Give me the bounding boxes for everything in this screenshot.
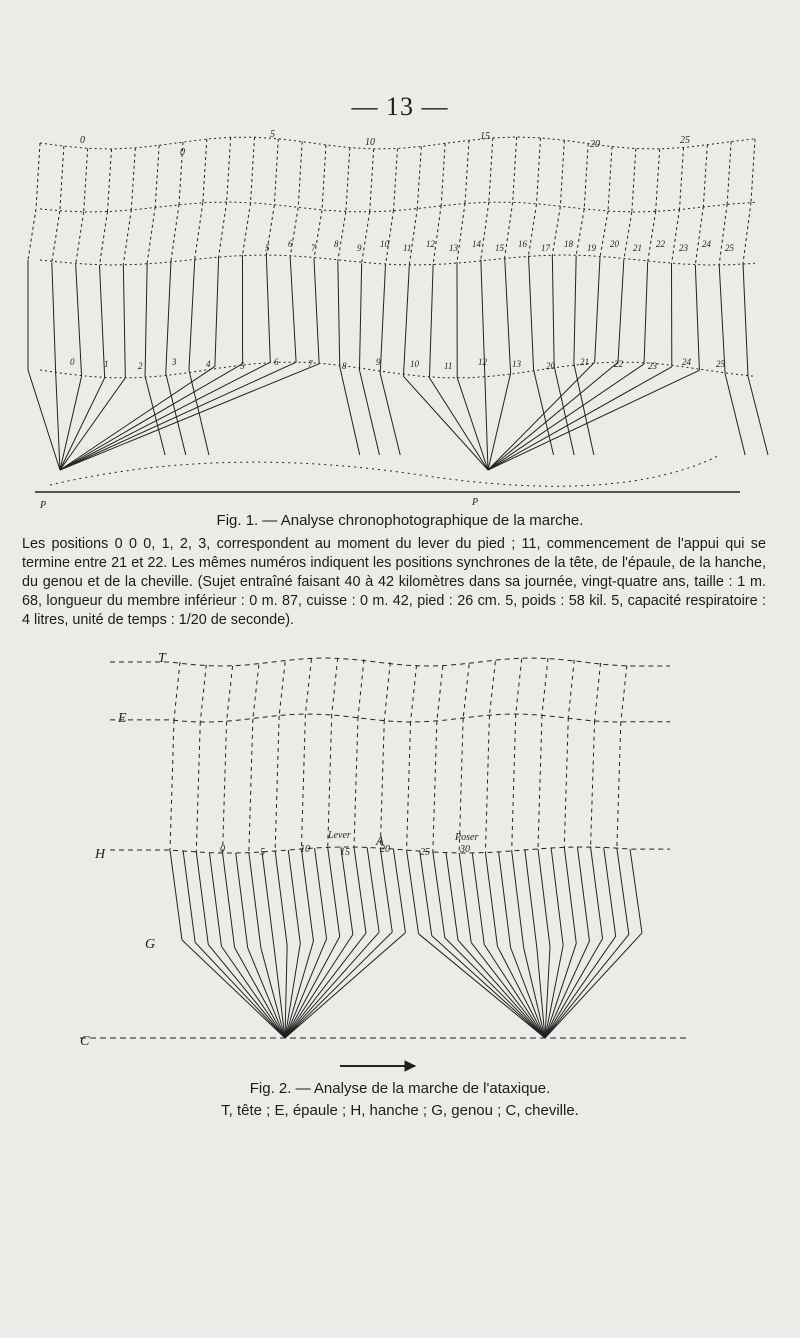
neck-line [370,149,374,212]
shank-line [485,376,488,470]
thigh-line [420,851,432,936]
head-trajectory [40,137,755,149]
trunk-line [648,211,656,262]
thigh-line [433,852,445,938]
shank-line [545,936,616,1038]
hip-position-label: 25 [725,243,734,253]
thigh-line [196,852,208,945]
shank-line [457,378,488,470]
hip-position-label: 11 [403,243,412,253]
shank-line [60,366,215,470]
thigh-line [338,261,340,367]
neck-line [274,139,278,205]
trunk-line [386,210,394,264]
thigh-line [630,849,642,933]
head-position-label: 10 [365,137,375,148]
thigh-line [644,262,648,364]
neck-line [465,140,469,203]
knee-position-label: 10 [410,359,419,369]
hip-position-label: 10 [300,844,310,855]
thigh-line [574,256,576,364]
thigh-line [354,847,366,933]
shank-line [60,362,296,470]
trunk-line [538,715,542,849]
page-number: — 13 — [351,92,449,121]
knee-position-label: 9 [376,357,381,367]
shank-line [488,373,511,470]
thigh-line [564,847,576,943]
trunk-line [433,721,437,852]
hip-position-label: 15 [340,847,350,858]
trunk-line [354,717,358,847]
neck-line [36,143,40,209]
neck-line [680,148,684,210]
shank-line [554,366,574,455]
neck-line [595,663,601,721]
trunk-line [328,715,332,848]
trunk-line [171,204,179,260]
thigh-line [266,255,270,362]
neck-line [542,658,548,715]
trunk-line [485,715,489,852]
neck-line [489,661,495,715]
shank-line [488,362,595,470]
thigh-line [380,265,385,374]
trunk-line [196,722,200,852]
shank-line [285,933,405,1038]
neck-line [305,659,311,714]
thigh-line [249,853,261,948]
knee-position-label: 22 [614,359,623,369]
figure-2-legend: T, tête ; E, épaule ; H, hanche ; G, genou ; C, cheville. [221,1102,579,1119]
shank-line [445,938,545,1038]
trunk-line [624,212,632,260]
shank-line [545,941,589,1038]
thigh-line [577,847,589,941]
knee-position-label: 21 [580,357,589,367]
thigh-line [618,260,624,363]
thigh-line [525,850,537,948]
shank-line [60,378,105,470]
thigh-line [538,849,550,947]
hip-position-label: 6 [288,239,293,249]
thigh-line [288,850,300,943]
neck-line [108,149,112,211]
thigh-line [145,263,147,376]
shank-line [60,376,82,470]
trunk-line [505,202,513,257]
neck-line [751,139,755,203]
hip-position-label: 16 [518,239,527,249]
knee-position-label: 4 [206,359,211,369]
thigh-line [499,852,511,948]
thigh-line [189,258,195,370]
trunk-line [433,205,441,264]
hip-position-label: 30 [460,844,470,855]
shank-line [189,370,209,455]
neck-line [346,148,350,212]
neck-line [727,142,731,204]
trunk-line [338,212,346,261]
thigh-line [552,255,554,366]
trunk-line [743,202,751,263]
shank-line [182,940,285,1038]
neck-line [332,658,338,715]
neck-line [251,137,255,203]
neck-line [656,149,660,211]
shank-line [56,373,60,470]
thigh-line [166,261,171,374]
hip-position-label: 18 [564,239,573,249]
hip-position-label: 5 [265,243,270,253]
ground-label: P [472,497,479,508]
knee-position-label: 13 [512,359,521,369]
neck-line [608,147,612,212]
neck-line [322,145,326,210]
hip-position-label: 22 [656,239,665,249]
neck-line [632,149,636,212]
shank-line [285,932,392,1038]
knee-position-label: 24 [682,357,691,367]
thigh-line [393,849,405,933]
trunk-line [100,211,108,265]
trunk-line [457,203,465,262]
shank-line [60,364,243,470]
thigh-line [223,853,235,947]
shank-line [488,364,644,470]
thigh-line [170,850,182,940]
trunk-line [529,204,537,255]
thigh-line [403,265,409,376]
shank-line [429,378,488,470]
neck-line [441,143,445,205]
shank-line [340,367,360,455]
neck-line [489,138,493,202]
trunk-line [52,211,60,262]
thigh-line [236,853,248,948]
hip-position-label: 15 [495,243,504,253]
shank-line [488,370,699,470]
shank-line [545,939,603,1038]
thigh-line [380,848,392,932]
neck-line [411,665,417,722]
neck-line [537,138,541,204]
thigh-line [512,851,524,948]
neck-line [584,144,588,210]
neck-line [568,660,574,718]
head-position-label: 0 [80,135,85,146]
thigh-line [719,265,725,374]
shoulder-trajectory [110,714,670,722]
hip-position-label: 0 [220,844,225,855]
neck-line [437,666,443,721]
trunk-line [512,714,516,851]
trunk-line [76,212,84,264]
neck-line [463,664,469,718]
hip-position-label: 5 [260,847,265,858]
trunk-line [617,722,621,848]
trunk-line [481,202,489,260]
hip-position-label: 20 [610,239,619,249]
head-position-label: 5 [270,129,275,140]
ankle-trajectory [50,455,720,486]
thigh-line [407,850,419,934]
knee-position-label: 6 [274,357,279,367]
knee-position-label: 3 [172,357,177,367]
thigh-line [328,847,340,936]
trunk-line [672,209,680,264]
hip-position-label: 20 [380,844,390,855]
head-position-label: 20 [590,139,600,150]
thigh-line [604,847,616,936]
figure-1-description: Les positions 0 0 0, 1, 2, 3, correspondent au moment du lever du pied ; 11, commencement de l'appui qui se termine entre 21 et 22. Les mêmes numéros indiquent les positions synchrones de la tête, de l'épaule, de la hanche, du genou et de la cheville. (Sujet entraîné faisant 40 à 42 kilomètres dans sa journée, vingt-quatre ans, taille : 1 m. 68, longueur du membre inférieur : 0 m. 87, cuisse : 0 m. 42, pied : 26 cm. 5, poids : 58 kil. 5, capacité respiratoire : 4 litres, unité de temps : 1/20 de seconde). [22,536,766,628]
shank-line [545,934,629,1038]
shank-line [545,933,642,1038]
shank-line [208,945,285,1038]
thigh-line [215,256,219,366]
knee-position-label: 23 [648,361,657,371]
knee-position-label: 11 [444,361,453,371]
trunk-line [170,720,174,850]
knee-position-label: 12 [478,357,487,367]
knee-position-label: 25 [716,359,725,369]
thigh-line [505,257,511,373]
thigh-line [359,263,361,370]
trunk-line [249,719,253,853]
neck-line [516,659,522,714]
shank-line [145,376,165,455]
thigh-line [485,853,497,947]
trunk-line [223,721,227,853]
shank-line [725,374,745,455]
thigh-line [262,852,274,947]
trunk-line [695,207,703,265]
hip-position-label: 23 [679,243,688,253]
knee-position-label: 0 [70,357,75,367]
thigh-line [209,853,221,947]
head-position-label: 15 [480,131,490,142]
neck-line [703,145,707,207]
trunk-line [600,211,608,257]
thigh-line [551,848,563,945]
trunk-line [301,714,305,849]
neck-line [384,662,390,720]
thigh-line [695,265,699,370]
thigh-line [446,853,458,941]
thigh-line [595,257,600,362]
ground-label: P [40,500,47,510]
hip-position-label: 10 [380,239,389,249]
figure-2-ataxic-gait [70,640,710,1080]
figure-1-title: Fig. 1. — Analyse chronophotographique de la marche. [216,512,584,529]
neck-line [358,659,364,717]
shank-line [60,364,319,470]
trunk-line [219,202,227,256]
thigh-line [290,256,296,362]
figure-1-chronophotograph [20,125,780,510]
hip-position-label: 8 [334,239,339,249]
thigh-line [367,847,379,932]
row-label: C [80,1034,90,1049]
trunk-line [407,722,411,850]
hip-position-label: 14 [472,239,481,249]
knee-position-label: 20 [546,361,555,371]
hip-position-label: 9 [357,243,362,253]
trunk-line [147,207,155,263]
arrow-head [405,1061,415,1071]
trunk-line [719,204,727,265]
head-position-label: 0 [180,147,185,158]
trunk-line [195,203,203,259]
trunk-line [123,210,131,265]
trunk-line [552,207,560,255]
neck-line [279,662,285,716]
neck-line [174,662,180,720]
hip-position-label: 13 [449,243,458,253]
poser-annotation: Poser [455,832,479,843]
neck-line [417,147,421,209]
trunk-line [409,208,417,265]
knee-position-label: 5 [240,361,245,371]
thigh-line [459,853,471,943]
hip-position-label: 7 [311,243,316,253]
trunk-line [290,208,298,257]
shank-line [285,934,353,1038]
hip-position-label: 17 [541,243,550,253]
thigh-line [315,848,327,939]
thigh-line [123,265,125,378]
trunk-line [564,718,568,848]
thigh-line [314,259,319,364]
neck-line [203,139,207,202]
neck-line [394,149,398,211]
hip-position-label: 24 [702,239,711,249]
shank-line [748,376,768,455]
thigh-line [341,847,353,934]
trunk-line [591,721,595,847]
shank-line [403,376,488,470]
row-label: E [118,711,127,726]
hip-position-label: 12 [426,239,435,249]
shoulder-trajectory [40,202,755,212]
knee-position-label: 2 [138,361,143,371]
thigh-line [617,848,629,934]
shank-line [488,367,672,470]
neck-line [513,137,517,202]
thigh-line [472,853,484,945]
shank-line [28,370,60,470]
point-a-label: A [376,833,384,848]
thigh-line [275,851,287,945]
shank-line [419,934,545,1038]
head-position-label: 25 [680,135,690,146]
trunk-line [243,203,251,255]
row-label: G [145,937,156,952]
neck-line [227,137,231,202]
trunk-line [576,209,584,255]
hip-trajectory [110,847,670,853]
shank-line [380,374,400,455]
knee-position-label: 1 [104,359,109,369]
neck-line [131,148,135,210]
thigh-line [76,264,82,376]
trunk-line [380,720,384,848]
neck-line [227,666,233,721]
shank-line [359,370,379,455]
neck-line [560,140,564,206]
neck-line [298,142,302,208]
lever-annotation: Lever [328,830,351,841]
neck-line [155,145,159,207]
shank-line [285,933,366,1038]
hip-position-label: 25 [420,847,430,858]
thigh-line [429,264,433,378]
neck-line [84,148,88,212]
hip-position-label: 19 [587,243,596,253]
shank-line [285,939,327,1038]
trunk-line [28,209,36,260]
neck-line [60,146,64,211]
thigh-line [591,847,603,939]
knee-position-label: 7 [308,359,313,369]
thigh-line [301,849,313,941]
row-label: H [95,847,106,862]
knee-position-label: 8 [342,361,347,371]
neck-line [253,665,259,719]
neck-line [200,665,206,722]
thigh-line [52,262,56,373]
trunk-line [362,212,370,263]
thigh-line [529,256,534,370]
neck-line [621,665,627,722]
hip-position-label: 21 [633,243,642,253]
row-label: T [158,651,166,666]
thigh-line [743,263,748,376]
figure-2-title: Fig. 2. — Analyse de la marche de l'ataxique. [249,1080,551,1097]
trunk-line [275,716,279,851]
thigh-line [183,851,195,942]
